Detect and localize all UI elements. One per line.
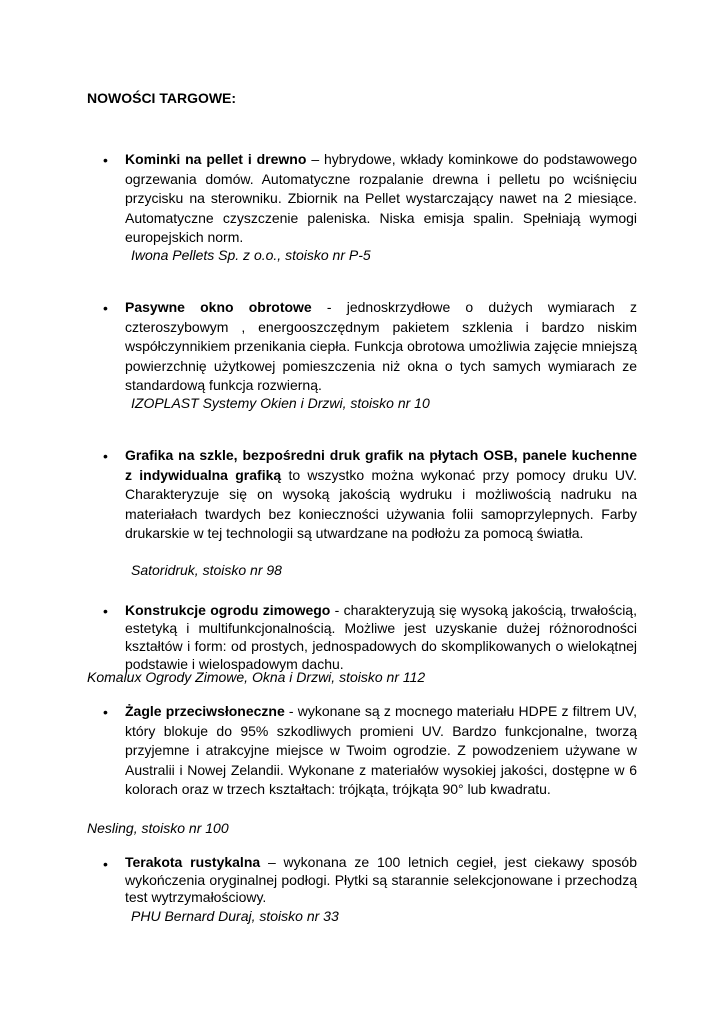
item-source: IZOPLAST Systemy Okien i Drzwi, stoisko nr 10 (131, 395, 430, 411)
item-title: Pasywne okno obrotowe (125, 299, 312, 315)
item-title: Konstrukcje ogrodu zimowego (125, 602, 331, 618)
item-body (125, 150, 637, 248)
item-text: - charakteryzują się wysoką jakością, trwałością, estetyką i multifunkcjonalnością. Możliwe jest uzyskanie dużej różnorodności kształtów i form: od prostych, jednospadowych do skomplikowanych o wielokątnej podstawie i wielospadowym dachu. (125, 602, 637, 672)
item-body (125, 702, 637, 800)
item-title: Żagle przeciwsłoneczne (125, 703, 285, 719)
item-title: Grafika na szkle, bezpośredni druk grafik na płytach OSB, panele kuchenne z indywidualna grafiką (125, 447, 637, 483)
item-source: Satoridruk, stoisko nr 98 (131, 562, 282, 578)
item-source: Nesling, stoisko nr 100 (87, 820, 229, 836)
bullet-icon: • (103, 603, 108, 619)
bullet-icon: • (103, 152, 108, 168)
item-text: – wykonana ze 100 letnich cegieł, jest ciekawy sposób wykończenia oryginalnej podłogi. Płytki są starannie selekcjonowane i przechodzą test wytrzymałościowy. (125, 854, 637, 905)
bullet-icon: • (103, 856, 108, 872)
bullet-icon: • (103, 704, 108, 720)
item-text: – hybrydowe, wkłady kominkowe do podstawowego ogrzewania domów. Automatyczne rozpalanie drewna i pelletu po wciśnięciu przycisku na sterowniku. Zbiornik na Pellet wystarczający nawet na 2 miesiące. Automatyczne czyszczenie paleniska. Niska emisja spalin. Spełniają wymogi europejskich norm. (125, 151, 638, 245)
item-source: Iwona Pellets Sp. z o.o., stoisko nr P-5 (131, 247, 371, 263)
bullet-icon: • (103, 448, 108, 464)
bullet-icon: • (103, 300, 108, 316)
item-text: to wszystko można wykonać przy pomocy druku UV. Charakteryzuje się on wysoką jakością wydruku i możliwością nadruku na materiałach twardych bez konieczności używania folii samoprzylepnych. Farby drukarskie w tej technologii są utwardzane na podłożu za pomocą światła. (125, 466, 637, 541)
item-text: - wykonane są z mocnego materiału HDPE z filtrem UV, który blokuje do 95% szkodliwych promieni UV. Bardzo funkcjonalne, tworzą przyjemne i atrakcyjne miejsce w Twoim ogrodzie. Z powodzeniem używane w Australii i Nowej Zelandii. Wykonane z materiałów wysokiej jakości, dostępne w 6 kolorach oraz w trzech kształtach: trójkąta, trójkąta 90° lub kwadratu. (125, 703, 637, 797)
item-body (125, 446, 637, 544)
item-title: Kominki na pellet i drewno (125, 151, 307, 167)
item-body (125, 854, 637, 907)
item-source: PHU Bernard Duraj, stoisko nr 33 (131, 908, 339, 924)
item-body (125, 298, 637, 396)
item-body (125, 601, 637, 673)
page-heading: NOWOŚCI TARGOWE: (87, 90, 237, 106)
item-title: Terakota rustykalna (125, 854, 261, 870)
item-text: - jednoskrzydłowe o dużych wymiarach z czteroszybowym , energooszczędnym pakietem szklenia i bardzo niskim współczynnikiem przenikania ciepła. Funkcja obrotowa umożliwia zajęcie mniejszą powierzchnię użytkowej pomieszczenia niż okna o tych samych wymiarach ze standardową funkcja rozwierną. (125, 299, 637, 393)
item-source: Komalux Ogrody Zimowe, Okna i Drzwi, stoisko nr 112 (87, 669, 426, 685)
